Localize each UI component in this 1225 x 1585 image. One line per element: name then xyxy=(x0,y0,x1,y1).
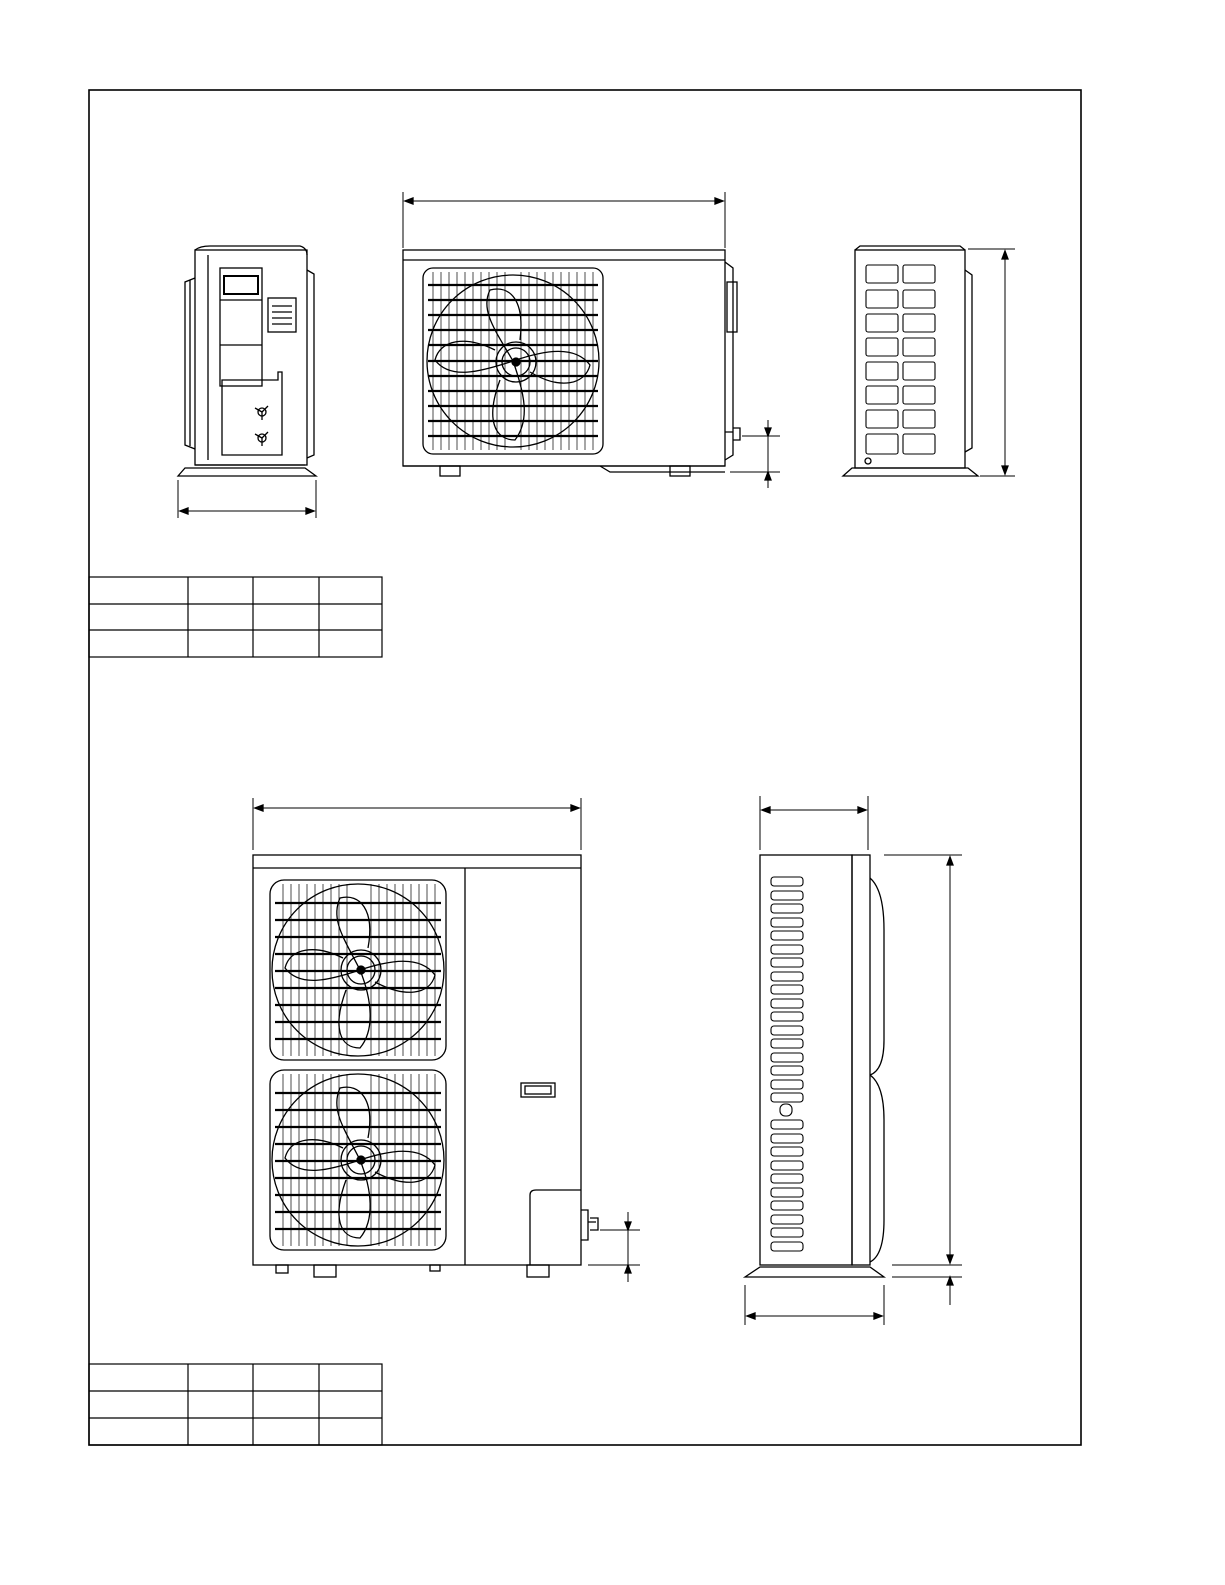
top-unit-front-view xyxy=(403,192,780,488)
bottom-unit-side-view xyxy=(745,796,962,1325)
top-unit-left-side-view xyxy=(178,246,316,518)
bottom-unit-front-view xyxy=(253,798,640,1282)
top-unit-right-side-view xyxy=(843,246,1015,476)
bottom-dimension-table xyxy=(89,1364,382,1445)
top-dimension-table xyxy=(89,577,382,657)
